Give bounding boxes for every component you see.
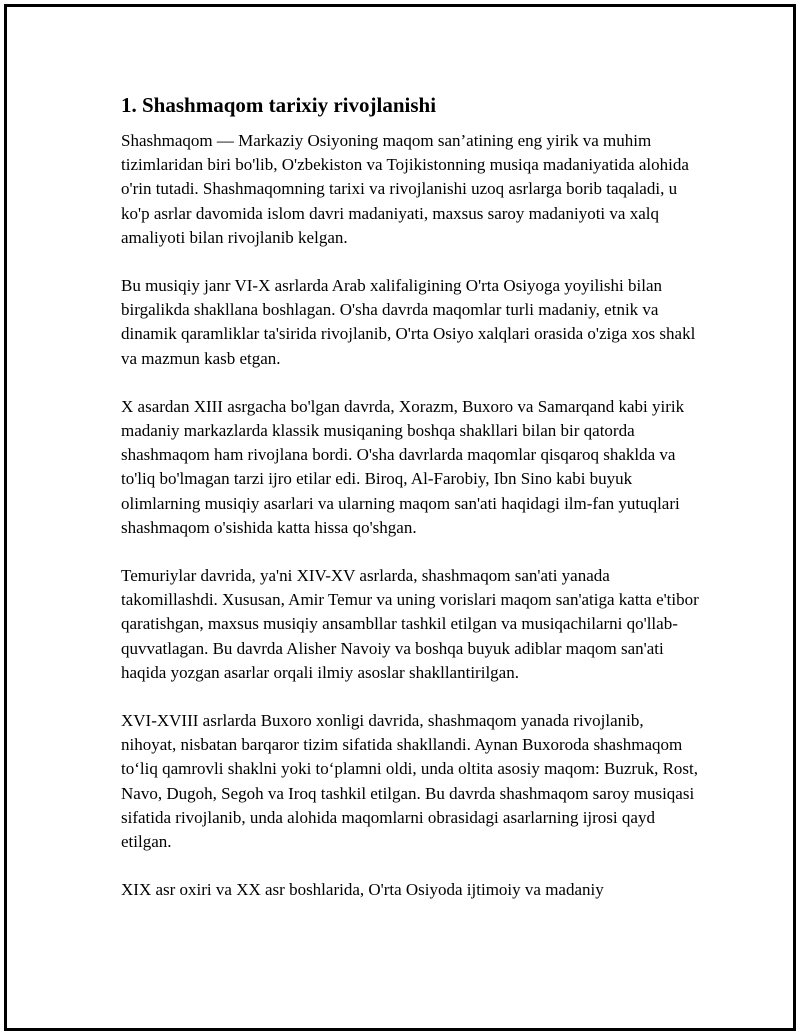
paragraph-origins: Shashmaqom — Markaziy Osiyoning maqom san’atining eng yirik va muhim tizimlaridan biri bo'lib, O'zbekiston va Tojikistonning musiqa madaniyatida alohida o'rin tutadi. Shashmaqomning tarixi va rivojlanishi uzoq asrlarga borib taqaladi, u ko'p asrlar davomida islom davri madaniyati, maxsus saroy madaniyoti va xalq amaliyoti bilan rivojlanib kelgan. xyxy=(121,131,689,247)
page-frame xyxy=(4,4,796,1031)
paragraph-xix-xx-centuries: XIX asr oxiri va XX asr boshlarida, O'rta Osiyoda ijtimoiy va madaniy xyxy=(121,880,604,900)
document-body xyxy=(121,91,701,926)
paragraph-timurid-era: Temuriylar davrida, ya'ni XIV-XV asrlarda, shashmaqom san'ati yanada takomillashdi. Xususan, Amir Temur va uning vorislari maqom san'atiga katta e'tibor qaratishgan, maxsus musiqiy ansambllar tashkil etilgan va musiqachilarni qo'llab-quvvatlagan. Bu davrda Alisher Navoiy va boshqa buyuk adiblar maqom san'ati haqida yozgan asarlar orqali ilmiy asoslar shakllantirilgan. xyxy=(121,566,699,682)
paragraph-bukhara-khanate: XVI-XVIII asrlarda Buxoro xonligi davrida, shashmaqom yanada rivojlanib, nihoyat, nisbatan barqaror tizim sifatida shakllandi. Aynan Buxoroda shashmaqom to‘liq qamrovli shaklni yoki to‘plamni oldi, unda oltita asosiy maqom: Buzruk, Rost, Navo, Dugoh, Segoh va Iroq tashkil etilgan. Bu davrda shashmaqom saroy musiqasi sifatida rivojlanib, unda alohida maqomlarni obrasidagi asarlarning ijrosi qayd etilgan. xyxy=(121,711,699,852)
paragraph-arab-caliphate: Bu musiqiy janr VI-X asrlarda Arab xalifaligining O'rta Osiyoga yoyilishi bilan birgalikda shakllana boshlagan. O'sha davrda maqomlar turli madaniy, etnik va dinamik qaramliklar ta'sirida rivojlanib, O'rta Osiyo xalqlari orasida o'ziga xos shakl va mazmun kasb etgan. xyxy=(121,276,696,368)
section-title: 1. Shashmaqom tarixiy rivojlanishi xyxy=(121,93,437,117)
paragraph-x-xiii-centuries: X asardan XIII asrgacha bo'lgan davrda, Xorazm, Buxoro va Samarqand kabi yirik madaniy markazlarda klassik musiqaning boshqa shakllari bilan bir qatorda shashmaqom ham rivojlana bordi. O'sha davrlarda maqomlar qisqaroq shaklda va to'liq bo'lmagan tarzi ijro etilar edi. Biroq, Al-Farobiy, Ibn Sino kabi buyuk olimlarning musiqiy asarlari va ularning maqom san'ati haqidagi ilm-fan yutuqlari shashmaqom o'sishida katta hissa qo'shgan. xyxy=(121,396,685,537)
